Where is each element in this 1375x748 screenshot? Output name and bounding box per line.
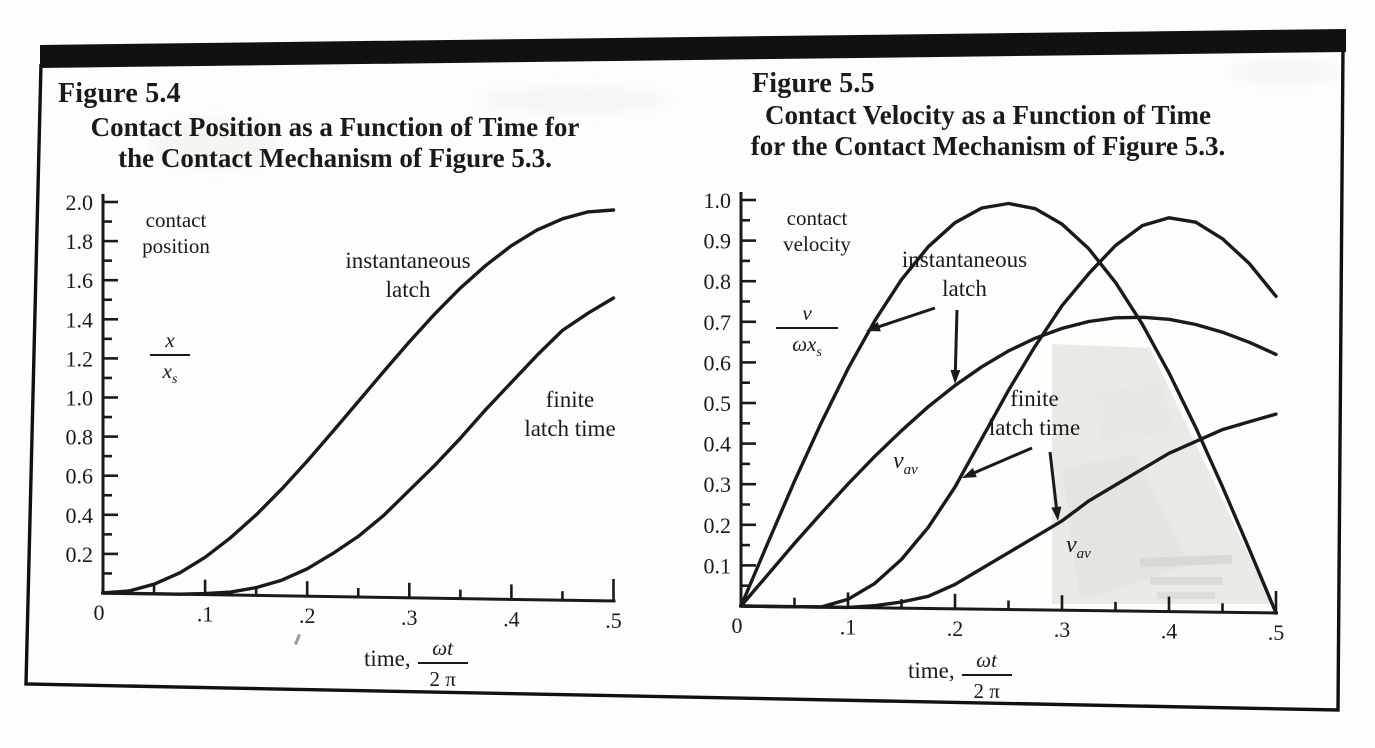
fig54-axis-caption xyxy=(126,207,226,259)
fig55-axis-caption-line2: velocity xyxy=(783,232,851,256)
fig54-annotation-instantaneous xyxy=(318,246,498,304)
fraction-bar xyxy=(150,354,190,356)
x-tick-label: .3 xyxy=(1053,617,1071,643)
y-tick-label: 1.8 xyxy=(65,229,93,255)
y-tick-label: 0.6 xyxy=(65,463,93,489)
fig54-title-line2: the Contact Mechanism of Figure 5.3. xyxy=(118,143,552,173)
fig55-yfrac-den: ωx xyxy=(792,332,817,356)
annotation-line: instantaneous xyxy=(901,247,1028,272)
fig55-title-line2: for the Contact Mechanism of Figure 5.3. xyxy=(750,131,1226,161)
fig55-vav-label-1 xyxy=(893,448,918,479)
x-tick-label: .1 xyxy=(839,614,857,640)
fig55-title-line1: Contact Velocity as a Function of Time xyxy=(764,100,1211,130)
fig55-yfrac-num: v xyxy=(802,301,812,325)
y-tick-label: 1.2 xyxy=(65,346,93,372)
y-tick-label: 2.0 xyxy=(65,190,93,215)
fig54-label: Figure 5.4 xyxy=(58,78,181,109)
annotation-line: latch time xyxy=(524,416,616,441)
fig54-title xyxy=(55,112,615,174)
time-label-prefix: time, xyxy=(364,646,411,671)
x-tick-label: .2 xyxy=(946,615,964,641)
fig55-axis-caption-line1: contact xyxy=(786,206,848,230)
time-frac-num: ωt xyxy=(432,636,453,660)
x-tick-label: .5 xyxy=(1267,620,1285,645)
fig54-y-axis-symbol xyxy=(150,328,190,392)
fig54-yfrac-num: x xyxy=(165,328,175,352)
x-tick-label: .2 xyxy=(298,603,316,629)
y-tick-label: 1.0 xyxy=(65,385,93,411)
fig55-label: Figure 5.5 xyxy=(752,68,875,99)
annotation-line: instantaneous xyxy=(345,248,471,273)
vav-base: v xyxy=(893,448,904,474)
x-tick-label: .5 xyxy=(605,608,622,633)
y-tick-label: 0.4 xyxy=(65,502,93,528)
time-frac-den: 2 π xyxy=(973,679,1000,703)
y-tick-label: 0.8 xyxy=(65,424,93,450)
y-tick-label: 0.7 xyxy=(703,309,731,335)
annotation-line: finite xyxy=(545,387,595,412)
fraction-bar xyxy=(776,327,838,329)
annotation-line: finite xyxy=(1010,386,1059,411)
fig55-annotation-finite xyxy=(962,384,1107,442)
y-tick-label: 0.3 xyxy=(703,472,731,498)
fig54-title-line1: Contact Position as a Function of Time for xyxy=(90,112,580,142)
y-tick-label: 1.4 xyxy=(65,307,93,333)
fig54-annotation-finite xyxy=(500,385,640,443)
time-frac-den: 2 π xyxy=(429,667,456,691)
fig55-axis-caption xyxy=(762,205,872,257)
fig55-vav-label-2 xyxy=(1066,532,1091,563)
fig55-title xyxy=(733,100,1243,162)
scan-gray-wash xyxy=(1052,344,1272,604)
x-tick-label: 0 xyxy=(731,613,743,638)
fig54-x-axis-label xyxy=(364,636,468,691)
time-frac-num: ωt xyxy=(976,648,997,672)
annotation-line: latch xyxy=(942,276,987,301)
y-tick-label: 0.1 xyxy=(703,553,731,579)
fig55-y-axis-symbol xyxy=(776,301,838,365)
fig55-x-axis-label xyxy=(908,648,1012,703)
x-tick-label: .1 xyxy=(196,601,214,627)
fig54-axis-caption-line1: contact xyxy=(145,208,207,232)
x-tick-label: 0 xyxy=(93,600,105,625)
fig54-axis-caption-line2: position xyxy=(142,234,210,258)
fig54-yfrac-den-sub: s xyxy=(171,372,178,388)
top-black-bar xyxy=(40,29,1346,68)
y-tick-label: 0.4 xyxy=(703,431,731,457)
x-tick-label: .4 xyxy=(503,606,520,632)
y-tick-label: 0.6 xyxy=(703,350,731,376)
vav-sub: av xyxy=(1076,545,1091,562)
x-tick-label: .3 xyxy=(401,604,418,630)
x-tick-label: .4 xyxy=(1160,618,1178,644)
annotation-line: latch time xyxy=(988,415,1081,440)
annotation-line: latch xyxy=(385,277,431,302)
y-tick-label: 0.2 xyxy=(65,541,93,567)
fig54-yfrac-den: x xyxy=(162,359,172,383)
vav-sub: av xyxy=(903,461,918,478)
vav-base: v xyxy=(1066,532,1077,558)
fig55-annotation-instantaneous xyxy=(872,245,1057,303)
y-tick-label: 0.9 xyxy=(703,228,731,254)
y-tick-label: 0.5 xyxy=(703,391,731,416)
fig55-yfrac-den-sub: s xyxy=(816,345,822,361)
time-label-prefix: time, xyxy=(908,658,955,683)
y-tick-label: 1.0 xyxy=(703,188,731,213)
y-tick-label: 1.6 xyxy=(65,268,93,294)
y-tick-label: 0.8 xyxy=(703,269,731,295)
y-tick-label: 0.2 xyxy=(703,512,731,538)
fraction-bar xyxy=(962,674,1012,676)
fraction-bar xyxy=(418,662,468,664)
